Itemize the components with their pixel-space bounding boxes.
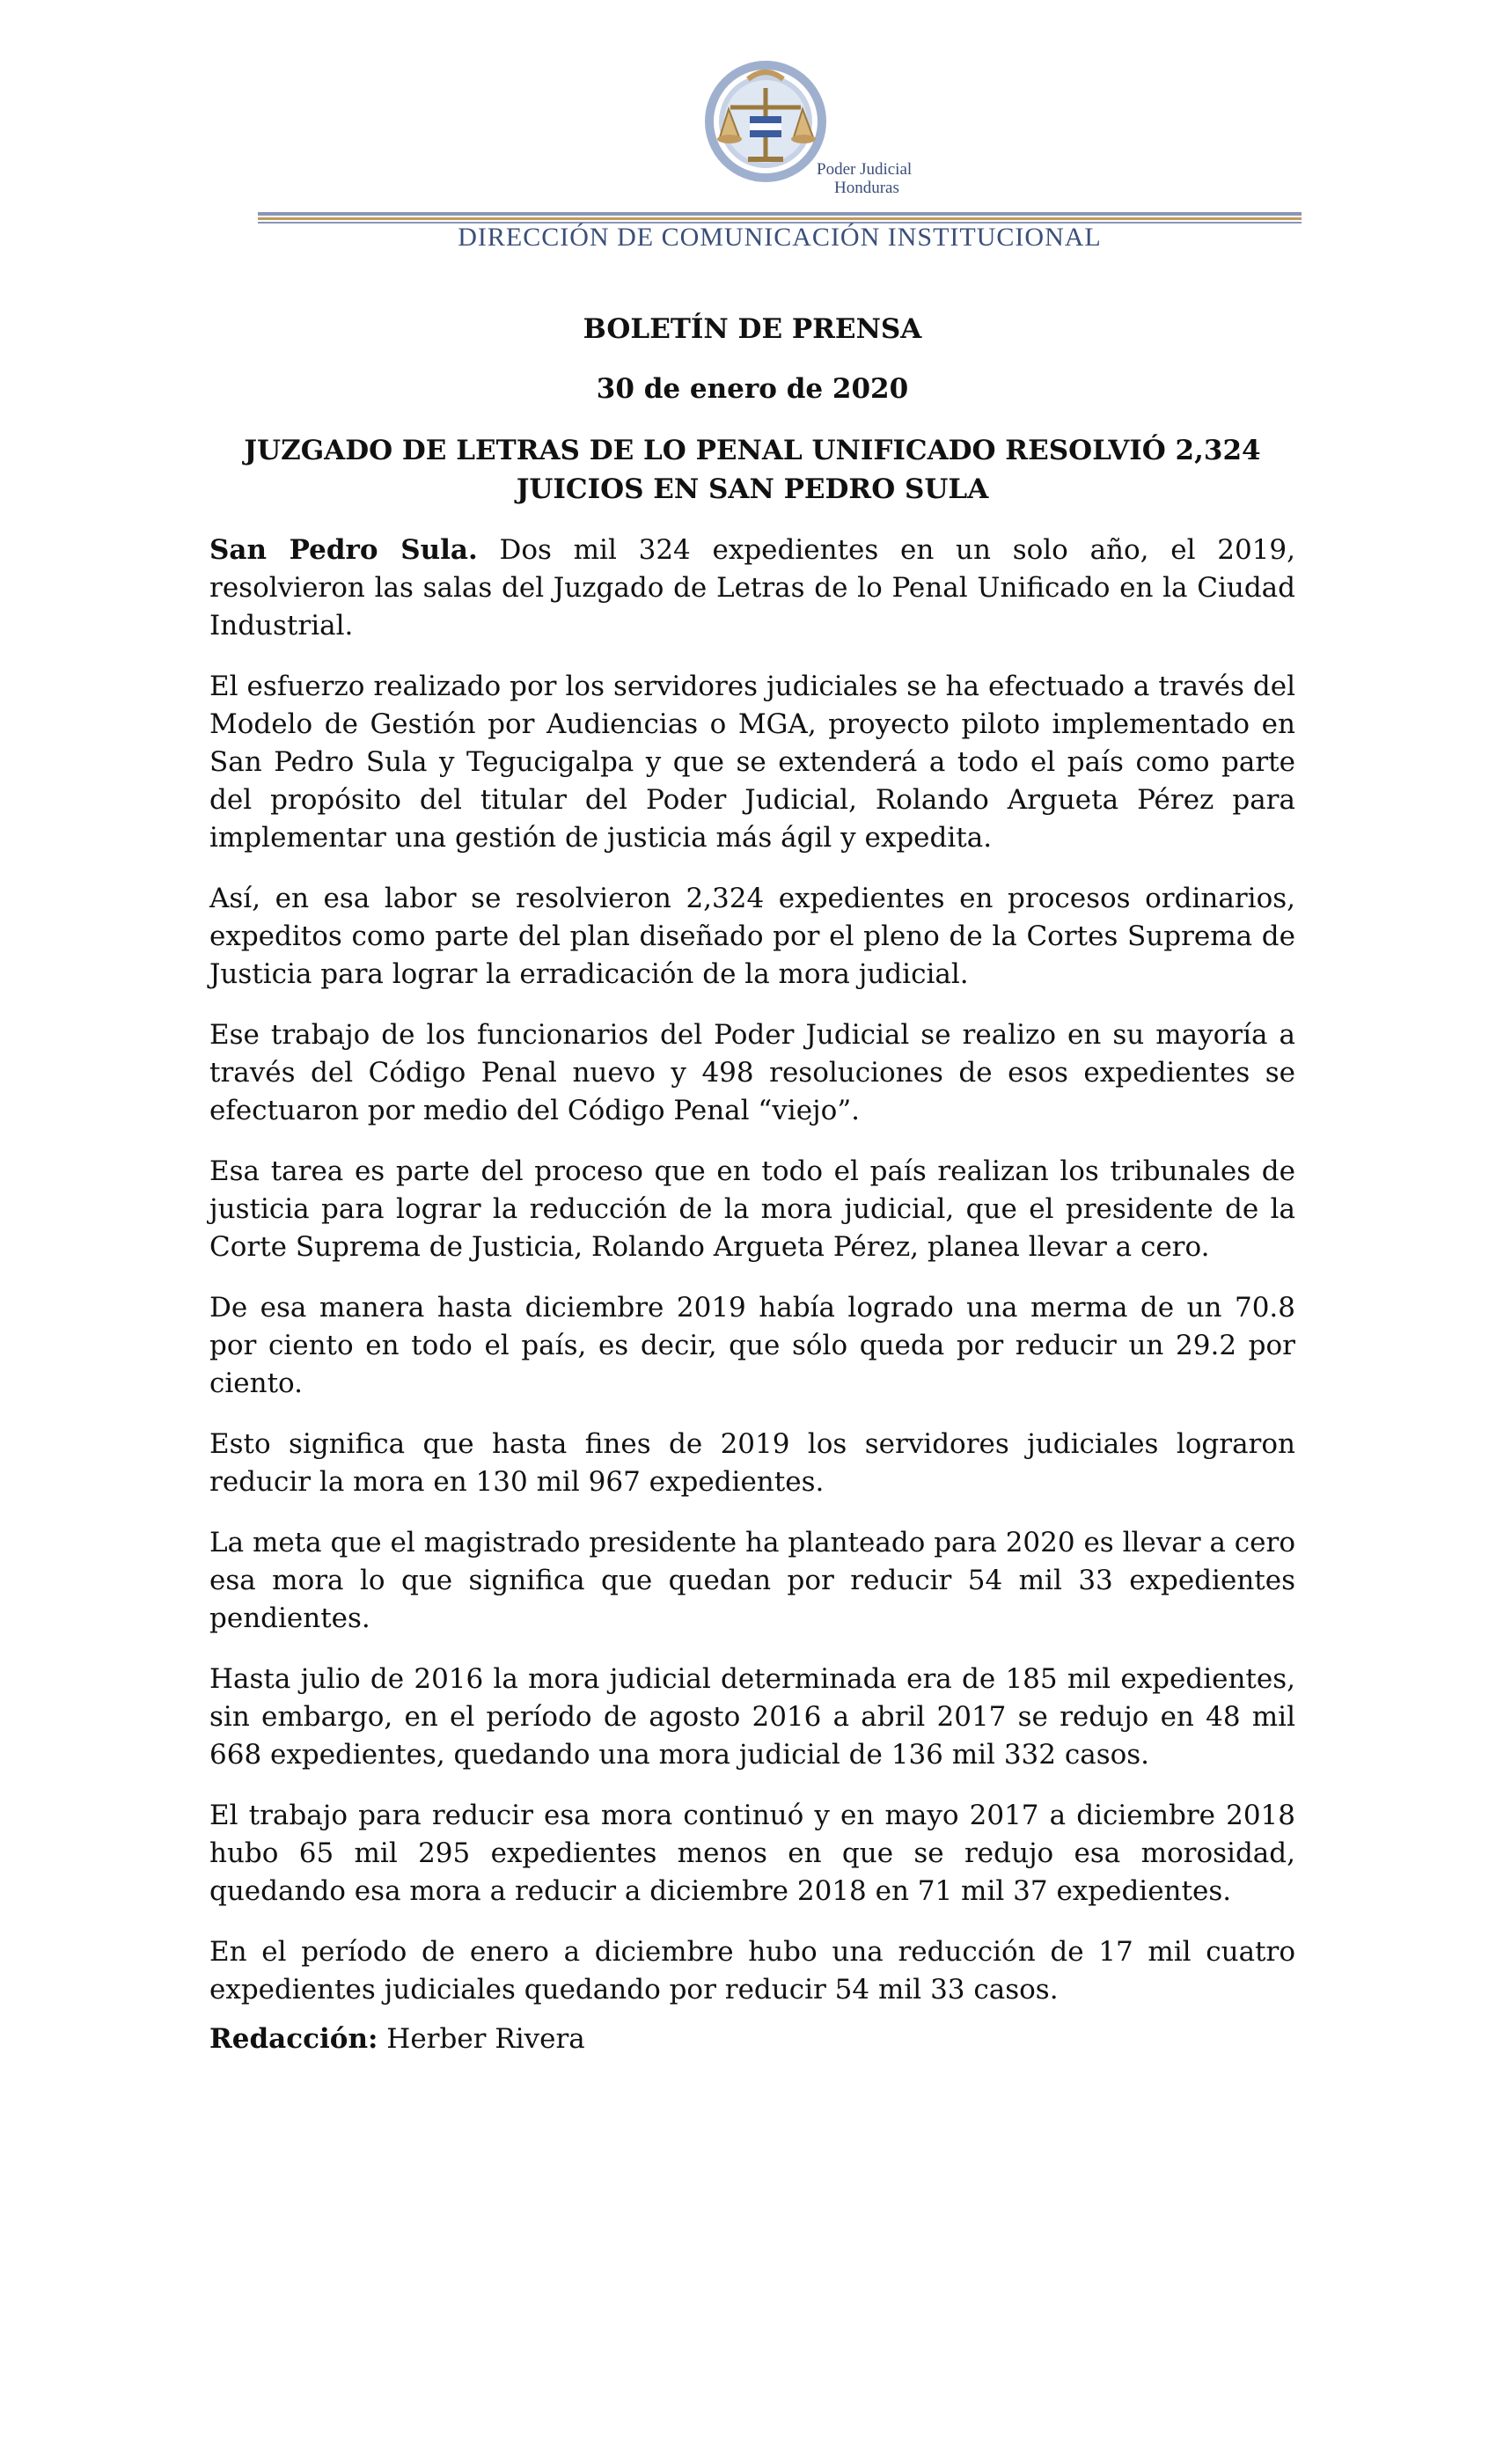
body-paragraph: La meta que el magistrado presidente ha planteado para 2020 es llevar a cero esa mora lo que significa que quedan por reducir 54 mil 33 expedientes pendientes.: [209, 1527, 1295, 1634]
lead-paragraph: [209, 532, 1295, 645]
headline-line1: JUZGADO DE LETRAS DE LO PENAL UNIFICADO RESOLVIÓ 2,324: [244, 435, 1261, 466]
byline-label: Redacción:: [209, 2023, 378, 2055]
press-release-content: [209, 310, 1295, 2032]
bulletin-date: 30 de enero de 2020: [596, 373, 909, 405]
header-rule-top: [258, 212, 1302, 216]
byline: [209, 2020, 585, 2058]
body-paragraph: En el período de enero a diciembre hubo una reducción de 17 mil cuatro expedientes judiciales quedando por reducir 54 mil 33 casos.: [209, 1936, 1295, 2006]
body-paragraph: Esto significa que hasta fines de 2019 los servidores judiciales lograron reducir la mora en 130 mil 967 expedientes.: [209, 1428, 1295, 1498]
lead-place: San Pedro Sula.: [209, 534, 478, 566]
header-rule-middle: [258, 217, 1302, 220]
body-paragraph: El esfuerzo realizado por los servidores judiciales se ha efectuado a través del Modelo de Gestión por Audiencias o MGA, proyecto piloto implementado en San Pedro Sula y Tegucigalpa y que se extenderá a todo el país como parte del propósito del titular del Poder Judicial, Rolando Argueta Pérez para implementar una gestión de justicia más ágil y expedita.: [209, 671, 1295, 854]
body-paragraph: El trabajo para reducir esa mora continuó y en mayo 2017 a diciembre 2018 hubo 65 mil 295 expedientes menos en que se redujo esa morosidad, quedando esa mora a reducir a diciembre 2018 en 71 mil 37 expedientes.: [209, 1800, 1295, 1907]
bulletin-label: BOLETÍN DE PRENSA: [583, 313, 922, 345]
org-name-line1: Poder Judicial: [817, 160, 913, 179]
body-paragraph: Esa tarea es parte del proceso que en todo el país realizan los tribunales de justicia para lograr la reducción de la mora judicial, que el presidente de la Corte Suprema de Justicia, Rolando Argueta Pérez, planea llevar a cero.: [209, 1155, 1295, 1263]
org-name: [817, 160, 931, 197]
byline-author: Herber Rivera: [378, 2023, 585, 2055]
headline-line2: JUICIOS EN SAN PEDRO SULA: [516, 473, 989, 505]
body-paragraph: De esa manera hasta diciembre 2019 había logrado una merma de un 70.8 por ciento en todo el país, es decir, que sólo queda por reducir un 29.2 por ciento.: [209, 1292, 1295, 1399]
body-paragraph: Hasta julio de 2016 la mora judicial determinada era de 185 mil expedientes, sin embargo, en el período de agosto 2016 a abril 2017 se redujo en 48 mil 668 expedientes, quedando una mora judicial de 136 mil 332 casos.: [209, 1663, 1295, 1771]
headline: [209, 431, 1295, 509]
body-paragraph: Así, en esa labor se resolvieron 2,324 expedientes en procesos ordinarios, expeditos como parte del plan diseñado por el pleno de la Cortes Suprema de Justicia para lograr la erradicación de la mora judicial.: [209, 883, 1295, 990]
lead-text: Dos mil 324 expedientes en un solo año, el 2019, resolvieron las salas del Juzgado de Letras de lo Penal Unificado en la Ciudad Industrial.: [209, 534, 1295, 642]
department-title: DIRECCIÓN DE COMUNICACIÓN INSTITUCIONAL: [458, 223, 1102, 252]
body-paragraph: Ese trabajo de los funcionarios del Poder Judicial se realizo en su mayoría a través del Código Penal nuevo y 498 resoluciones de esos expedientes se efectuaron por medio del Código Penal “viejo”.: [209, 1019, 1295, 1126]
org-name-line2: Honduras: [834, 179, 899, 197]
